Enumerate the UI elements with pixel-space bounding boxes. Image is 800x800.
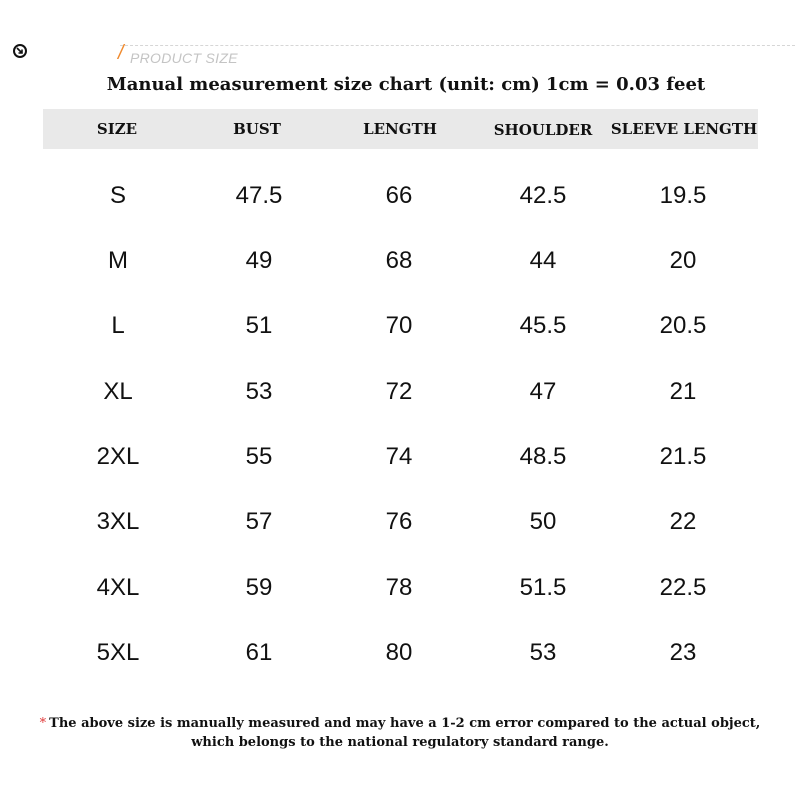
cell-length: 66 [385, 182, 413, 209]
column-header-shoulder: SHOULDER [493, 121, 593, 139]
cell-length: 70 [385, 312, 413, 339]
cell-shoulder: 53 [529, 639, 557, 666]
cell-size: 3XL [96, 508, 140, 535]
cell-shoulder: 45.5 [519, 312, 567, 339]
cell-size: L [111, 312, 125, 339]
cell-size: M [108, 247, 128, 274]
cell-shoulder: 50 [529, 508, 557, 535]
cell-size: 4XL [96, 574, 140, 601]
cell-length: 74 [385, 443, 413, 470]
asterisk-mark: * [39, 716, 47, 731]
page-title: Manual measurement size chart (unit: cm) 1cm = 0.03 feet [106, 74, 706, 95]
footnote-line-2: which belongs to the national regulatory standard range. [191, 735, 609, 750]
column-header-sleeve-length: SLEEVE LENGTH [610, 120, 758, 138]
cell-bust: 49 [245, 247, 273, 274]
cell-sleeve-length: 20 [669, 247, 697, 274]
cell-bust: 59 [245, 574, 273, 601]
section-label: PRODUCT SIZE [130, 50, 238, 66]
cell-sleeve-length: 23 [669, 639, 697, 666]
table-row [0, 372, 800, 412]
cell-bust: 51 [245, 312, 273, 339]
footnote-line-1 [0, 714, 800, 733]
column-header-length: LENGTH [363, 120, 437, 138]
cell-bust: 61 [245, 639, 273, 666]
cell-sleeve-length: 19.5 [659, 182, 707, 209]
cell-length: 80 [385, 639, 413, 666]
circle-arrow-icon [13, 44, 27, 58]
column-header-size: SIZE [96, 120, 138, 138]
cell-shoulder: 44 [529, 247, 557, 274]
cell-bust: 57 [245, 508, 273, 535]
header-slash: / [118, 42, 124, 64]
table-row [0, 306, 800, 346]
cell-size: 5XL [96, 639, 140, 666]
table-row [0, 176, 800, 216]
cell-size: S [109, 182, 127, 209]
cell-sleeve-length: 20.5 [659, 312, 707, 339]
cell-sleeve-length: 22.5 [659, 574, 707, 601]
table-row [0, 502, 800, 542]
cell-shoulder: 42.5 [519, 182, 567, 209]
cell-length: 68 [385, 247, 413, 274]
cell-length: 76 [385, 508, 413, 535]
cell-bust: 47.5 [235, 182, 283, 209]
cell-size: XL [103, 378, 133, 405]
table-header [43, 109, 758, 149]
table-row [0, 241, 800, 281]
cell-bust: 53 [245, 378, 273, 405]
table-row [0, 437, 800, 477]
header-divider [120, 45, 795, 46]
cell-shoulder: 47 [529, 378, 557, 405]
table-row [0, 568, 800, 608]
table-row [0, 633, 800, 673]
footnote-text-1: The above size is manually measured and may have a 1-2 cm error compared to the actual object, [49, 716, 761, 731]
cell-sleeve-length: 21 [669, 378, 697, 405]
cell-bust: 55 [245, 443, 273, 470]
cell-sleeve-length: 22 [669, 508, 697, 535]
cell-length: 72 [385, 378, 413, 405]
cell-shoulder: 48.5 [519, 443, 567, 470]
cell-sleeve-length: 21.5 [659, 443, 707, 470]
column-header-bust: BUST [233, 120, 281, 138]
footnote [0, 714, 800, 752]
cell-shoulder: 51.5 [519, 574, 567, 601]
cell-length: 78 [385, 574, 413, 601]
cell-size: 2XL [96, 443, 140, 470]
